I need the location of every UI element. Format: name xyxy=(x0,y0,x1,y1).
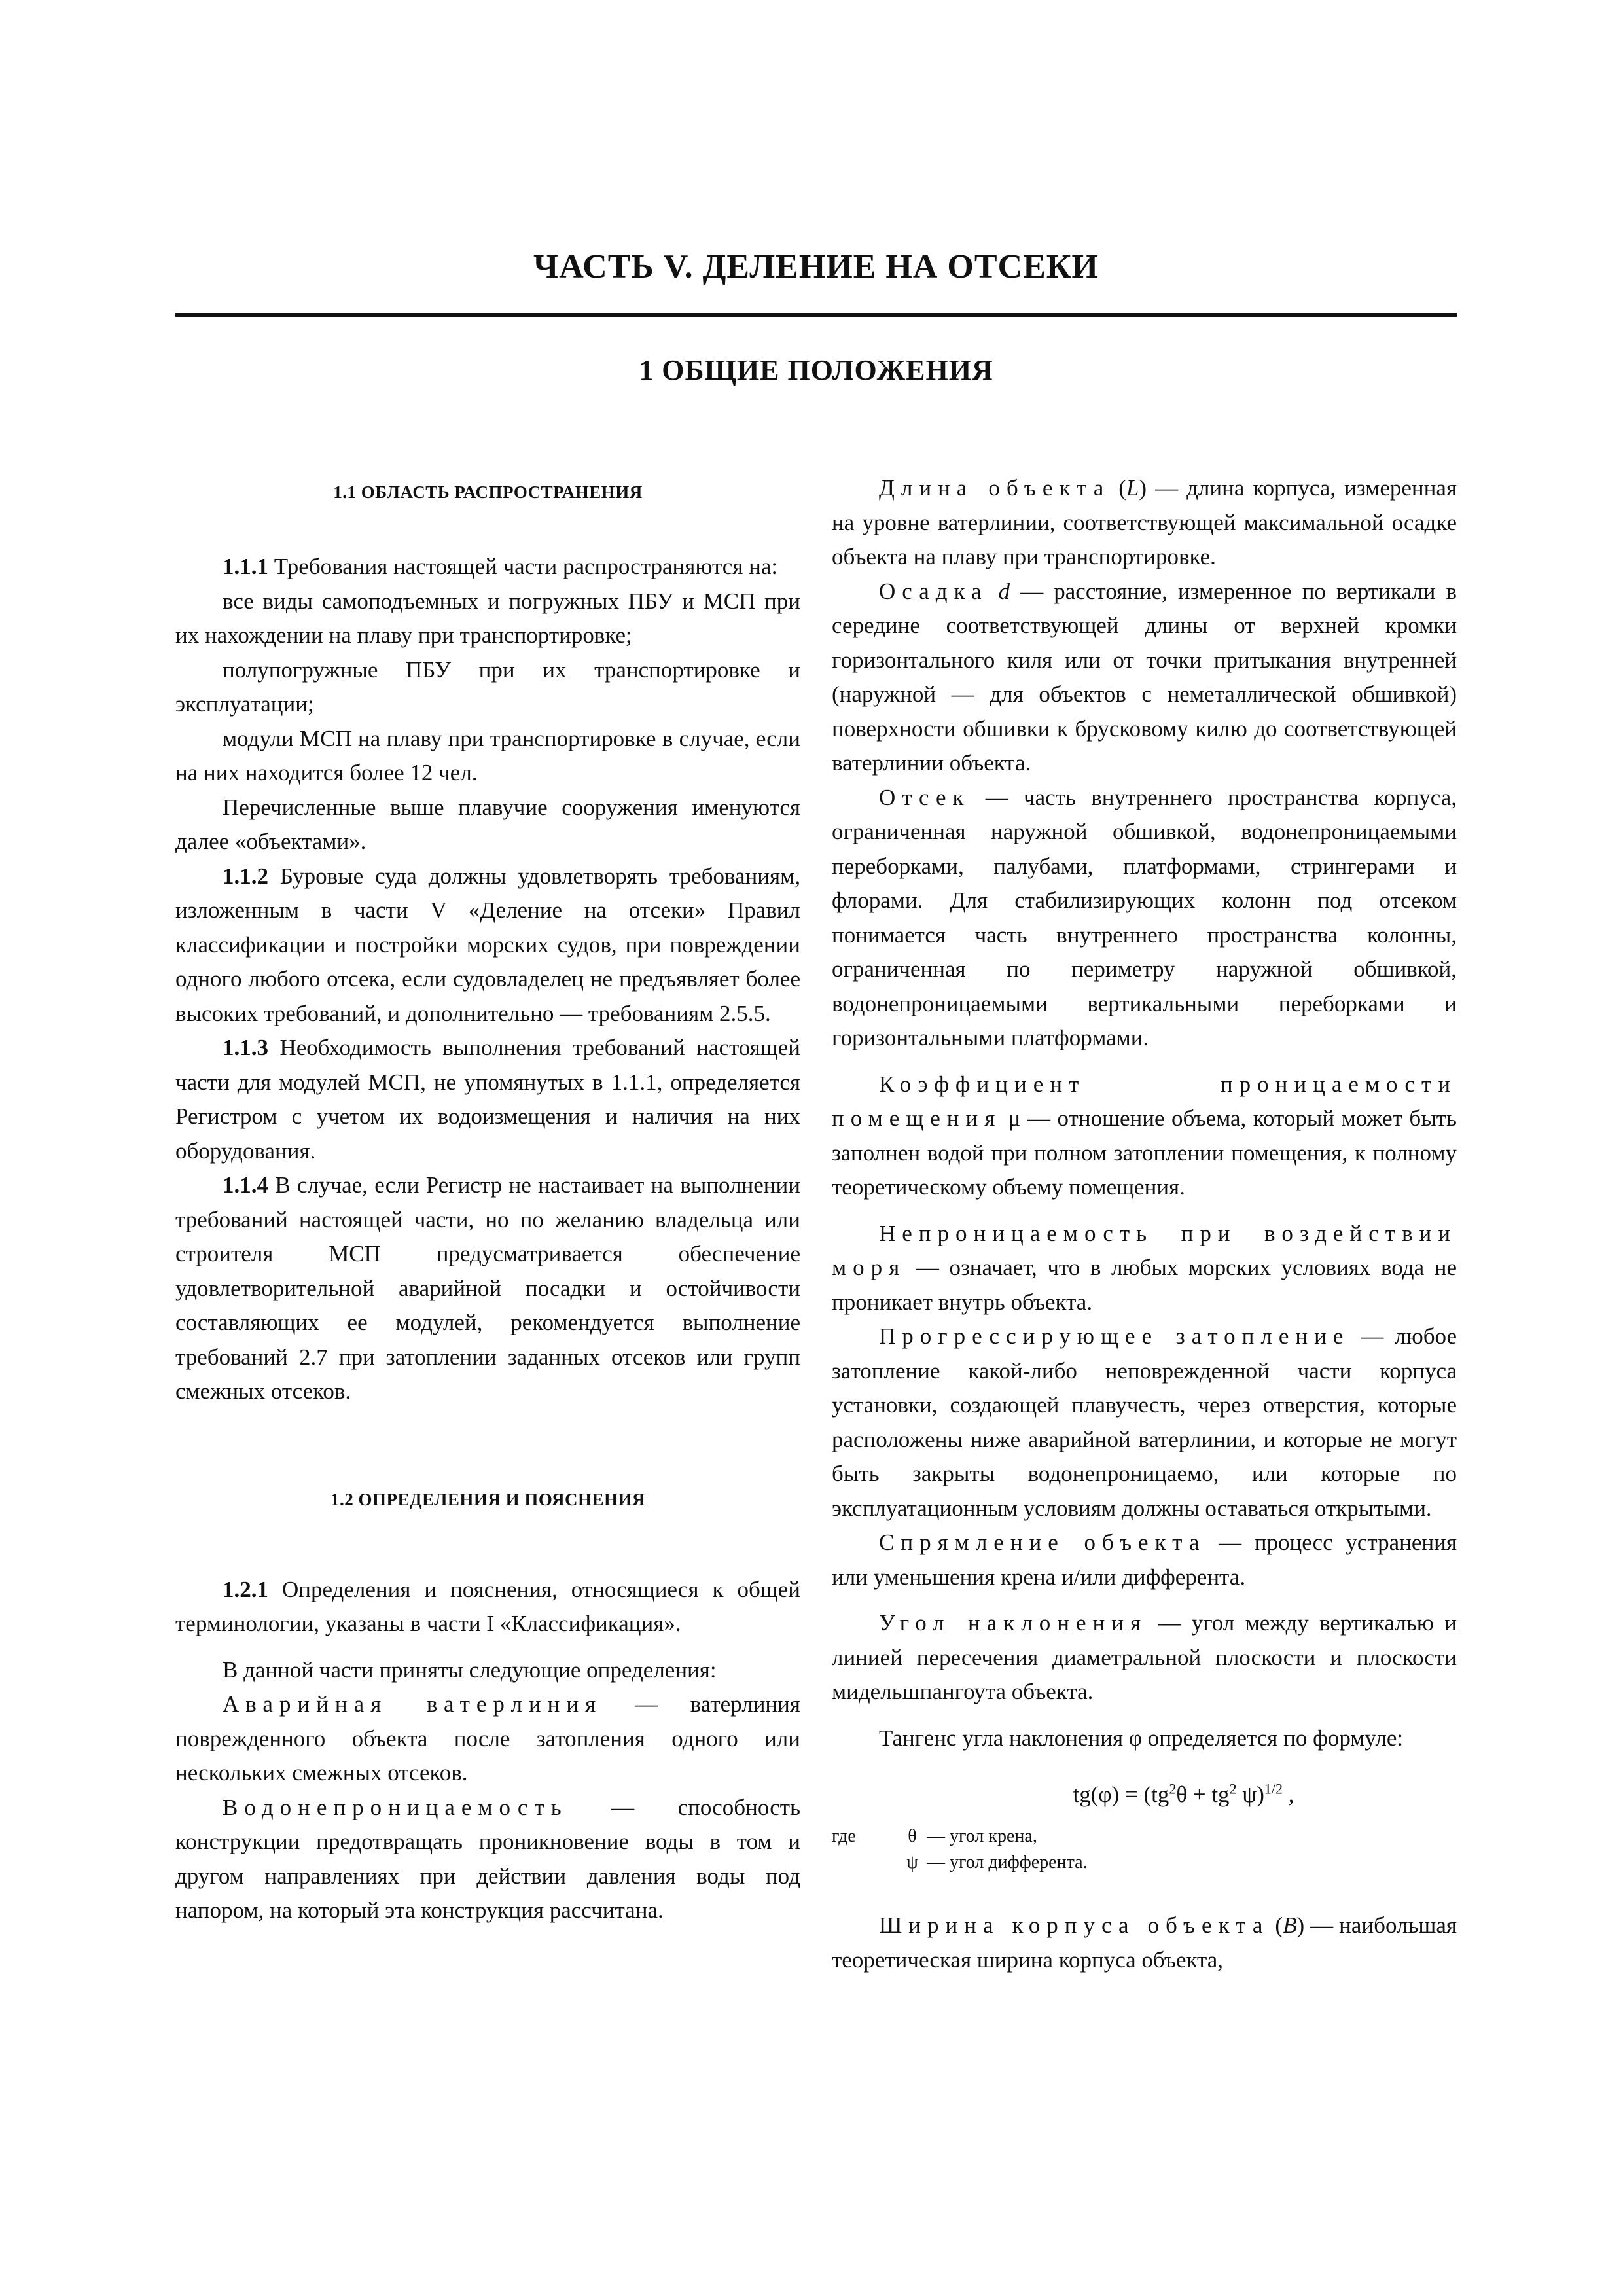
clause-number: 1.1.1 xyxy=(223,554,268,579)
title-rule xyxy=(175,313,1457,317)
formula-legend xyxy=(832,1823,1457,1878)
paragraph: Перечисленные выше плавучие сооружения именуются далее «объектами». xyxy=(175,794,800,854)
formula-superscript: 1/2 xyxy=(1264,1780,1283,1797)
clause-text: В случае, если Регистр не настаивает на выполнении требований настоящей части, но по желанию владельца или строителя МСП предусматривается обеспечение удовлетворительной аварийной посадки и остойчивости составляющих ее модулей, рекомендуется выполнение требований 2.7 при затоплении заданных отсеков или групп смежных отсеков. xyxy=(175,1172,800,1404)
legend-psi xyxy=(902,1850,1088,1876)
left-column xyxy=(175,471,800,1928)
term: Угол наклонения xyxy=(879,1610,1148,1636)
definition-text: — процесс устранения или уменьшения крена и/или дифферента. xyxy=(832,1530,1457,1590)
definition-text: — ватерлиния поврежденного объекта после затопления одного или нескольких смежных отсеков. xyxy=(175,1691,800,1785)
definition-draft xyxy=(832,575,1457,781)
legend-theta xyxy=(902,1823,1037,1850)
subsection-heading-1-2: 1.2 ОПРЕДЕЛЕНИЯ И ПОЯСНЕНИЯ xyxy=(330,1489,646,1509)
term: Осадка xyxy=(879,578,988,604)
definition-righting xyxy=(832,1526,1457,1594)
term: Аварийная ватерлиния xyxy=(223,1691,603,1717)
paragraph-1-1-2 xyxy=(175,859,800,1031)
formula-part: θ + tg xyxy=(1176,1782,1230,1807)
paragraph-tangent: Тангенс угла наклонения φ определяется по формуле: xyxy=(879,1725,1404,1751)
term: Спрямление объекта xyxy=(879,1530,1206,1555)
paragraph-1-1-4 xyxy=(175,1168,800,1409)
symbol: B xyxy=(1283,1912,1297,1938)
paren: ( xyxy=(1269,1912,1283,1938)
definition-text: ) — длина корпуса, измеренная на уровне ватерлинии, соответствующей максимальной осадке объекта на плаву при транспортировке. xyxy=(832,475,1457,569)
definition-text: — любое затопление какой-либо неповрежденной части корпуса установки, создающей плавучесть, через отверстия, которые расположены ниже аварийной ватерлинии, и которые не могут быть закрыты водонепроницаемо, или которые по эксплуатационным условиям должны оставаться открытыми. xyxy=(832,1323,1457,1521)
definition-emergency-waterline xyxy=(175,1687,800,1791)
symbol: μ xyxy=(1001,1105,1021,1131)
symbol: d xyxy=(998,578,1010,604)
clause-text: Определения и пояснения, относящиеся к общей терминологии, указаны в части I «Классификация». xyxy=(175,1576,800,1636)
clause-text: Буровые суда должны удовлетворять требованиям, изложенным в части V «Деление на отсеки» Правил классификации и постройки морских судов, при повреждении одного любого отсека, если судовладелец не предъявляет более высоких требований, и дополнительно — требованиям 2.5.5. xyxy=(175,863,800,1026)
subsection-heading-1-1: 1.1 ОБЛАСТЬ РАСПРОСТРАНЕНИЯ xyxy=(333,482,643,502)
formula-part: , xyxy=(1283,1782,1294,1807)
term: Коэффициент проницаемости помещения xyxy=(832,1071,1457,1131)
list-item: модули МСП на плаву при транспортировке в случае, если на них находится более 12 чел. xyxy=(175,725,800,785)
list-item: все виды самоподъемных и погружных ПБУ и МСП при их нахождении на плаву при транспортировке; xyxy=(175,588,800,648)
paragraph-1-1-1 xyxy=(175,550,800,584)
paragraph-1-1-3 xyxy=(175,1031,800,1168)
symbol: ψ xyxy=(906,1852,918,1873)
definition-permeability xyxy=(832,1067,1457,1205)
clause-number: 1.1.3 xyxy=(223,1035,268,1060)
definition-text: — угол между вертикалью и линией пересечения диаметральной плоскости и плоскости мидельшпангоута объекта. xyxy=(832,1610,1457,1704)
term: Отсек xyxy=(879,784,971,810)
term: Прогрессирующее затопление xyxy=(879,1323,1350,1349)
definition-compartment xyxy=(832,781,1457,1056)
section-title: 1 ОБЩИЕ ПОЛОЖЕНИЯ xyxy=(639,354,993,386)
definition-text: — означает, что в любых морских условиях вода не проникает внутрь объекта. xyxy=(832,1255,1457,1315)
paragraph: В данной части приняты следующие определения: xyxy=(223,1657,717,1683)
definition-text: — часть внутреннего пространства корпуса, ограниченная наружной обшивкой, водонепроницаемыми переборками, палубами, платформами, стрингерами и флорами. Для стабилизирующих колонн под отсеком понимается часть внутреннего пространства колонны, ограниченная по периметру наружной обшивкой, водонепроницаемыми вертикальными переборками и горизонтальными платформами. xyxy=(832,784,1457,1050)
paragraph-1-2-1 xyxy=(175,1573,800,1641)
clause-number: 1.1.4 xyxy=(223,1172,268,1198)
definition-text: — отношение объема, который может быть заполнен водой при полном затоплении помещения, к полному теоретическому объему помещения. xyxy=(832,1105,1457,1200)
definition-hull-width xyxy=(832,1909,1457,1977)
where-label: где xyxy=(832,1826,856,1846)
legend-text: — угол крена, xyxy=(922,1826,1037,1846)
definition-progressive-flooding xyxy=(832,1319,1457,1526)
term: Ширина корпуса объекта xyxy=(879,1912,1270,1938)
clause-number: 1.2.1 xyxy=(223,1576,268,1602)
paren: ( xyxy=(1110,475,1126,501)
clause-text: Требования настоящей части распространяются на: xyxy=(268,554,778,579)
formula-superscript: 2 xyxy=(1229,1780,1237,1797)
term: Водонепроницаемость xyxy=(223,1794,568,1820)
formula-part: ψ) xyxy=(1236,1782,1264,1807)
symbol: L xyxy=(1126,475,1139,501)
definition-text: — расстояние, измеренное по вертикали в середине соответствующей длины от верхней кромки горизонтального киля или от точки притыкания внутренней (наружной — для объектов с неметаллической обшивкой) поверхности обшивки к брусковому килю до соответствующей ватерлинии объекта. xyxy=(832,578,1457,776)
term: Непроницаемость при воздействии моря xyxy=(832,1220,1457,1280)
formula-part: tg(φ) = (tg xyxy=(1073,1782,1169,1807)
definition-inclination-angle xyxy=(832,1606,1457,1710)
clause-text: Необходимость выполнения требований настоящей части для модулей МСП, не упомянутых в 1.1.1, определяется Регистром с учетом их водоизмещения и наличия на них оборудования. xyxy=(175,1035,800,1164)
formula-superscript: 2 xyxy=(1169,1780,1177,1797)
clause-number: 1.1.2 xyxy=(223,863,268,889)
term: Длина объекта xyxy=(879,475,1111,501)
part-title: ЧАСТЬ V. ДЕЛЕНИЕ НА ОТСЕКИ xyxy=(533,248,1099,285)
definition-watertightness xyxy=(175,1791,800,1928)
right-column xyxy=(832,471,1457,1977)
list-item: полупогружные ПБУ при их транспортировке и эксплуатации; xyxy=(175,656,800,717)
definition-length xyxy=(832,471,1457,575)
definition-sea-tightness xyxy=(832,1217,1457,1320)
symbol: θ xyxy=(908,1826,917,1846)
formula xyxy=(832,1778,1457,1812)
legend-text: — угол дифферента. xyxy=(922,1852,1088,1873)
definition-text: ) — наибольшая теоретическая ширина корпуса объекта, xyxy=(832,1912,1457,1973)
definition-text: — способность конструкции предотвращать проникновение воды в том и другом направлениях при действии давления воды под напором, на который эта конструкция рассчитана. xyxy=(175,1794,800,1923)
